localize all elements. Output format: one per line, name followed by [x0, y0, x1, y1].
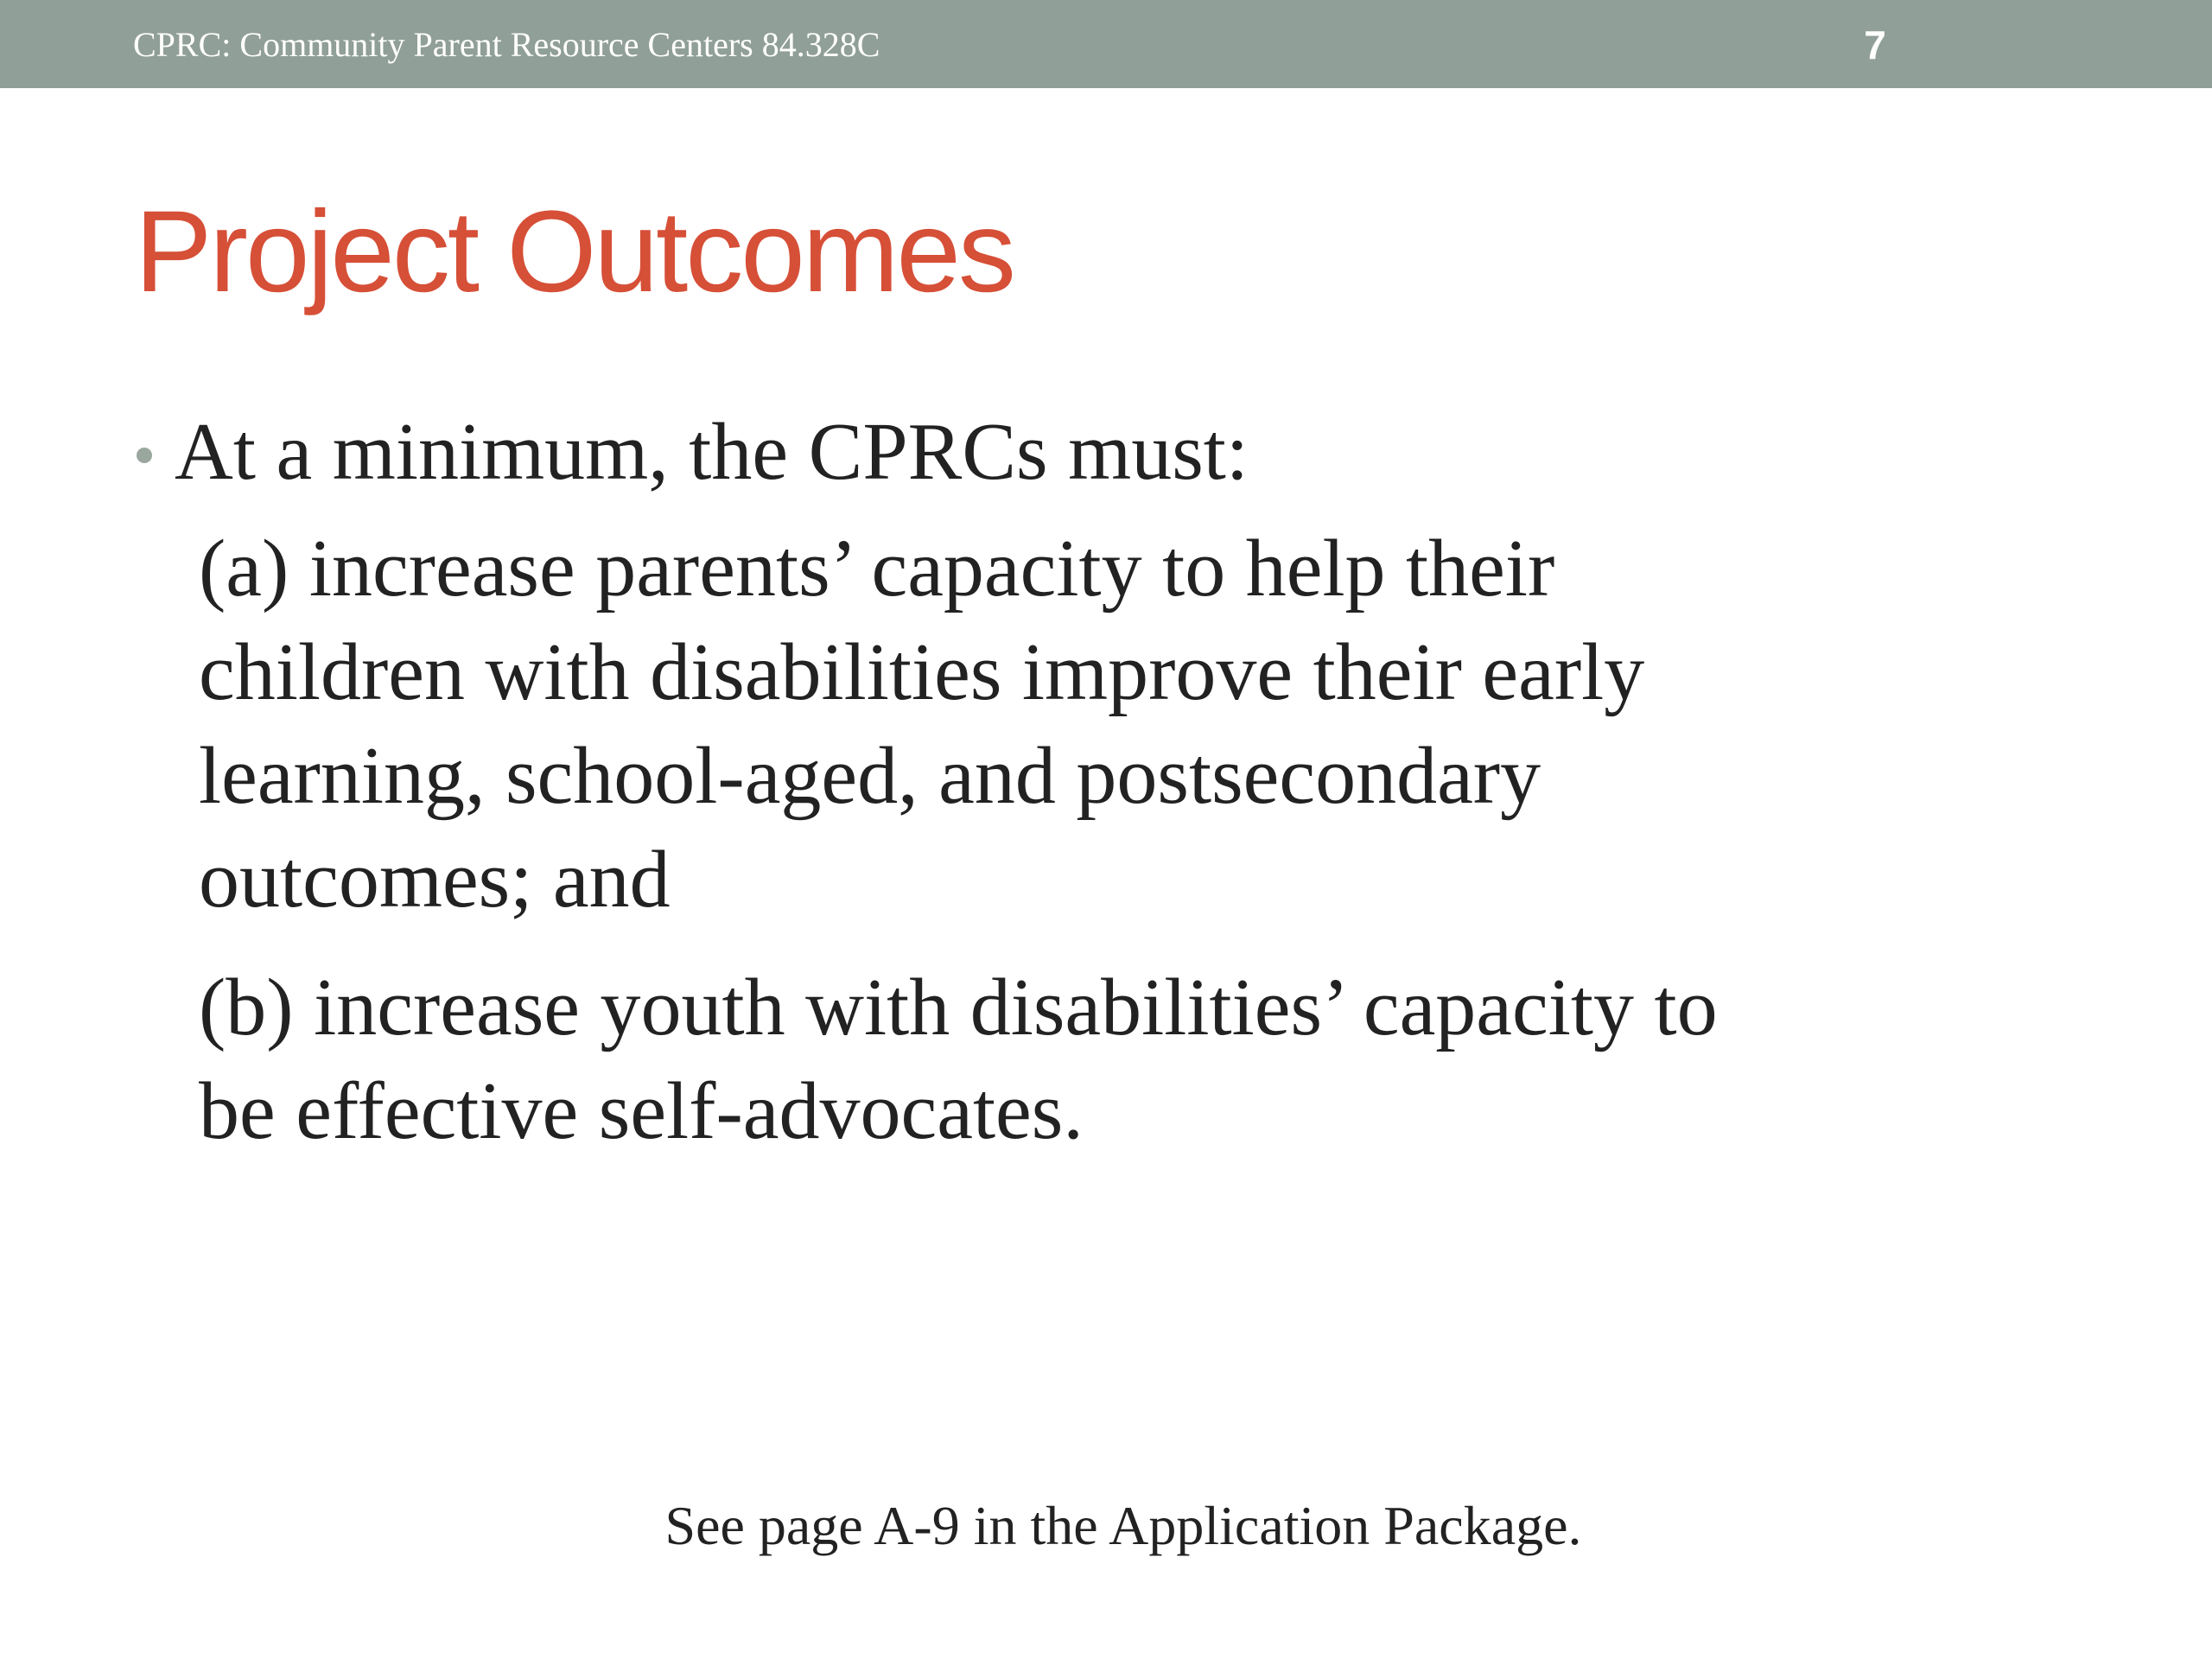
slide-title: Project Outcomes [135, 188, 1014, 316]
slide-body [130, 399, 2074, 1163]
header-band [0, 0, 2212, 88]
page-number: 7 [1864, 22, 1886, 67]
bullet-dot-icon [137, 448, 152, 463]
bullet-text: At a minimum, the CPRCs must: [175, 407, 1249, 497]
bullet-item [130, 399, 2074, 505]
sub-item-b: (b) increase youth with disabilities’ capacity to be effective self-advocates. [199, 963, 1718, 1156]
header-title: CPRC: Community Parent Resource Centers 84.328C [133, 25, 880, 64]
sub-item-a: (a) increase parents’ capacity to help their children with disabilities improve their early learning, school-aged, and postsecondary outcomes; and [199, 524, 1645, 925]
footnote: See page A-9 in the Application Package. [664, 1495, 1582, 1556]
